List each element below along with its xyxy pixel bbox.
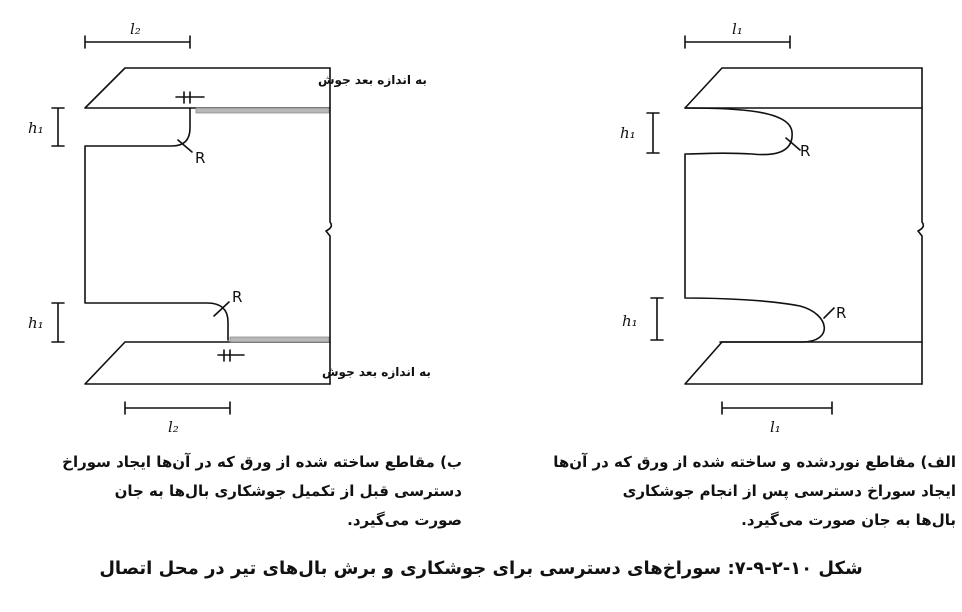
a-h-bottom-line [651, 298, 663, 340]
a-r-top-label: R [800, 142, 811, 160]
b-weld-note-bottom: به اندازه بعد جوش [322, 365, 431, 379]
b-weld-note-top: به اندازه بعد جوش [318, 73, 427, 87]
b-h-top-label: h₁ [28, 119, 44, 137]
b-top-weld-arrow [176, 92, 204, 103]
b-dim-bottom-label: l₂ [168, 418, 179, 436]
diagram-a [647, 36, 923, 414]
diagram-b [52, 36, 331, 414]
a-bottom-flange [685, 342, 922, 384]
a-r-bottom-label: R [836, 304, 847, 322]
a-r-top-leader [786, 138, 800, 150]
caption-b-line1: ب) مقاطع ساخته شده از ورق که در آن‌ها ایجاد سوراخ [62, 453, 462, 471]
a-h-top-line [647, 113, 659, 153]
caption-a-line1: الف) مقاطع نوردشده و ساخته شده از ورق که در آن‌ها [553, 453, 956, 471]
b-dim-bottom-line [125, 402, 230, 414]
a-dim-top-label: l₁ [732, 20, 743, 38]
figure-title: شکل ۱۰-۲-۹-۷: سوراخ‌های دسترسی برای جوشکاری و برش بال‌های تیر در محل اتصال [99, 558, 863, 579]
caption-a-line3: بال‌ها به جان صورت می‌گیرد. [741, 511, 956, 529]
a-r-bottom-leader [824, 308, 834, 318]
caption-b-line2: دسترسی قبل از تکمیل جوشکاری بال‌ها به جان [114, 482, 462, 500]
b-h-top-line [52, 108, 64, 146]
b-top-weld-hatch [196, 108, 329, 113]
b-h-bottom-label: h₁ [28, 314, 44, 332]
caption-a-line2: ایجاد سوراخ دسترسی پس از انجام جوشکاری [622, 482, 956, 500]
a-h-bottom-label: h₁ [622, 312, 638, 330]
b-top-flange [85, 68, 330, 108]
a-dim-bottom-line [722, 402, 832, 414]
b-r-top-label: R [195, 149, 206, 167]
b-h-bottom-line [52, 303, 64, 342]
b-dim-top-label: l₂ [130, 20, 141, 38]
caption-b-line3: صورت می‌گیرد. [347, 511, 462, 529]
b-bottom-weld-hatch [230, 337, 329, 342]
a-top-flange [685, 68, 922, 108]
b-bottom-weld-arrow [218, 350, 244, 361]
caption-b [22, 448, 462, 535]
a-dim-bottom-label: l₁ [770, 418, 781, 436]
b-r-bottom-label: R [232, 288, 243, 306]
a-h-top-label: h₁ [620, 124, 636, 142]
caption-a [508, 448, 956, 535]
a-break-line [918, 68, 923, 384]
b-web-outline [85, 108, 228, 340]
b-bottom-flange [85, 342, 330, 384]
